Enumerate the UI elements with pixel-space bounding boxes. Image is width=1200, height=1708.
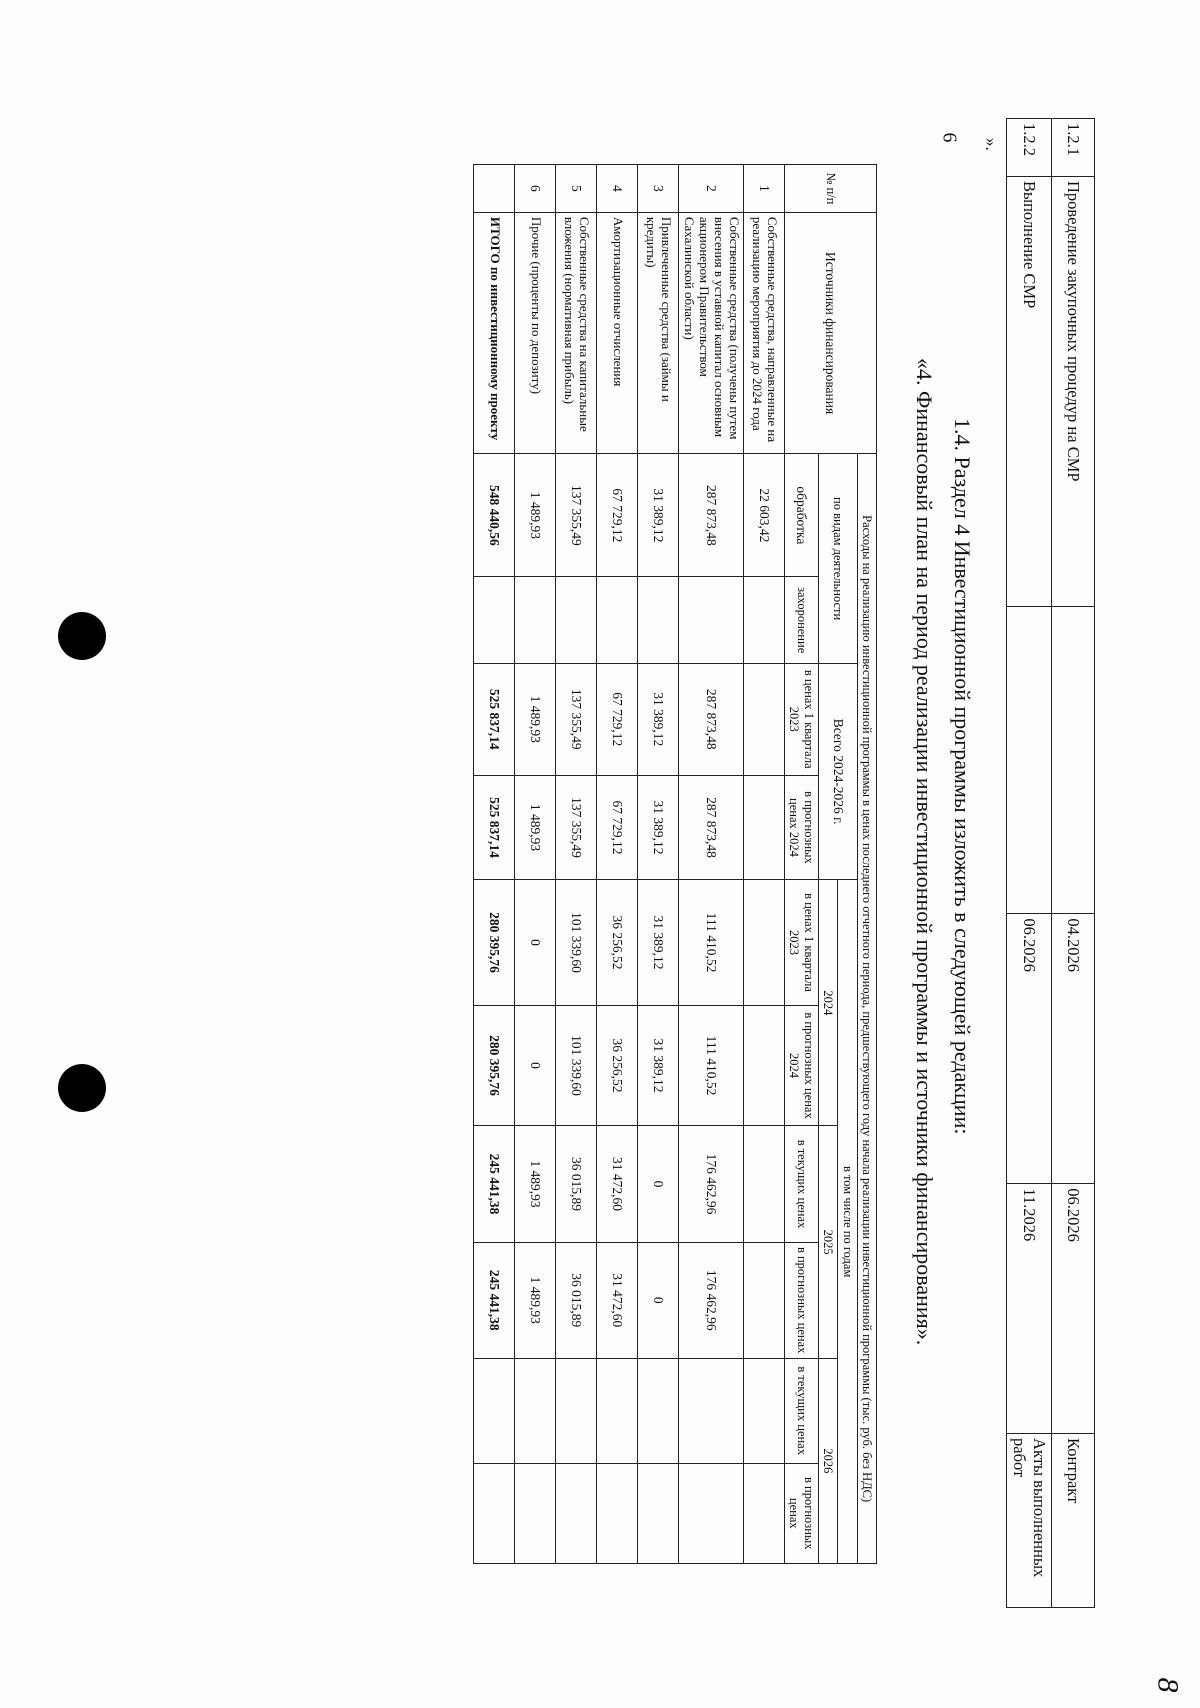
- value-y2024-forecast: 0: [515, 1005, 556, 1126]
- value-y2026-forecast: [597, 1463, 638, 1563]
- header-year-2025: 2025: [818, 1126, 837, 1358]
- table-row: [679, 165, 744, 1564]
- stage-name: Выполнение СМР: [1007, 176, 1052, 606]
- value-y2025-current: 36 015,89: [556, 1126, 597, 1242]
- result-document: Контракт: [1052, 1434, 1095, 1608]
- value-y2026-forecast: [515, 1463, 556, 1563]
- value-y2026-current: [638, 1358, 679, 1463]
- header-2026-forecast: в прогнозных ценах: [785, 1463, 819, 1563]
- value-y2024-forecast: 101 339,60: [556, 1005, 597, 1126]
- punch-hole: [58, 1064, 106, 1112]
- row-number: 1.2.1: [1052, 119, 1095, 177]
- total-number-cell: [474, 165, 515, 213]
- value-total-forecast-2024: 1 489,93: [515, 775, 556, 880]
- table-row: [515, 165, 556, 1564]
- start-date: 04.2026: [1052, 914, 1095, 1184]
- value-y2025-current: 176 462,96: [679, 1126, 744, 1242]
- total-label: ИТОГО по инвестиционному проекту: [474, 212, 515, 454]
- table-row: [744, 165, 785, 1564]
- value-total-forecast-2024: [744, 775, 785, 880]
- value-y2025-forecast: [744, 1242, 785, 1358]
- value-total-q1-2023: 67 729,12: [597, 663, 638, 775]
- header-burial: захоронение: [785, 577, 819, 664]
- page-number: 6: [938, 132, 961, 143]
- value-y2024-base: 0: [515, 880, 556, 1005]
- funding-source: Собственные средства (получены путем внесения в уставной капитал основным акционером Правительством Сахалинской области): [679, 212, 744, 454]
- value-y2026-forecast: [556, 1463, 597, 1563]
- financial-plan-table: [473, 164, 877, 1564]
- header-2024-base: в ценах 1 квартала 2023: [785, 880, 819, 1005]
- total-y2025-current: 245 441,38: [474, 1126, 515, 1242]
- header-year-2026: 2026: [818, 1358, 837, 1563]
- funding-source: Амортизационные отчисления: [597, 212, 638, 454]
- end-date: 11.2026: [1007, 1184, 1052, 1434]
- closing-quote: ».: [982, 138, 1001, 151]
- table-row: [556, 165, 597, 1564]
- row-number: 6: [515, 165, 556, 213]
- value-processing: 1 489,93: [515, 454, 556, 577]
- value-total-forecast-2024: 137 355,49: [556, 775, 597, 880]
- punch-hole: [58, 612, 106, 660]
- end-date: 06.2026: [1052, 1184, 1095, 1434]
- empty-cell: [1052, 606, 1095, 914]
- header-forecast-2024: в прогнозных ценах 2024: [785, 775, 819, 880]
- total-y2024-base: 280 395,76: [474, 880, 515, 1005]
- rotated-page-content: [115, 118, 1095, 1618]
- value-burial: [744, 577, 785, 664]
- header-expenses: Расходы на реализацию инвестиционной программы в ценах последнего отчетного периода, предшествующего году начала реализации инвестиционной программы (тыс. руб. без НДС): [857, 454, 876, 1564]
- row-number: 2: [679, 165, 744, 213]
- value-y2025-current: [744, 1126, 785, 1242]
- value-y2025-forecast: 0: [638, 1242, 679, 1358]
- empty-cell: [1007, 606, 1052, 914]
- result-document: Акты выполненных работ: [1007, 1434, 1052, 1608]
- total-processing: 548 440,56: [474, 454, 515, 577]
- row-number: 1: [744, 165, 785, 213]
- row-number: 5: [556, 165, 597, 213]
- value-y2025-forecast: 36 015,89: [556, 1242, 597, 1358]
- value-total-forecast-2024: 67 729,12: [597, 775, 638, 880]
- value-total-forecast-2024: 287 873,48: [679, 775, 744, 880]
- total-y2026-current: [474, 1358, 515, 1463]
- value-total-q1-2023: 31 389,12: [638, 663, 679, 775]
- table-row: [638, 165, 679, 1564]
- value-y2025-forecast: 176 462,96: [679, 1242, 744, 1358]
- value-total-forecast-2024: 31 389,12: [638, 775, 679, 880]
- table-row: [1007, 119, 1052, 1608]
- total-burial: [474, 577, 515, 664]
- table-row: [597, 165, 638, 1564]
- value-burial: [679, 577, 744, 664]
- value-y2025-current: 1 489,93: [515, 1126, 556, 1242]
- start-date: 06.2026: [1007, 914, 1052, 1184]
- value-y2024-base: 31 389,12: [638, 880, 679, 1005]
- value-y2024-forecast: 36 256,52: [597, 1005, 638, 1126]
- value-total-q1-2023: 287 873,48: [679, 663, 744, 775]
- value-y2024-forecast: 111 410,52: [679, 1005, 744, 1126]
- value-y2024-forecast: [744, 1005, 785, 1126]
- handwritten-page-mark: 8: [1151, 1677, 1185, 1693]
- section-heading: 1.4. Раздел 4 Инвестиционной программы изложить в следующей редакции:: [950, 418, 975, 1135]
- value-processing: 137 355,49: [556, 454, 597, 577]
- value-y2025-current: 31 472,60: [597, 1126, 638, 1242]
- header-total-period: Всего 2024-2026 г.: [818, 663, 857, 879]
- value-processing: 287 873,48: [679, 454, 744, 577]
- value-y2025-current: 0: [638, 1126, 679, 1242]
- value-total-q1-2023: [744, 663, 785, 775]
- value-y2026-current: [556, 1358, 597, 1463]
- row-number: 3: [638, 165, 679, 213]
- row-number: 1.2.2: [1007, 119, 1052, 177]
- header-processing: обработка: [785, 454, 819, 577]
- value-processing: 67 729,12: [597, 454, 638, 577]
- row-number: 4: [597, 165, 638, 213]
- total-row: [474, 165, 515, 1564]
- value-processing: 22 603,42: [744, 454, 785, 577]
- header-year-2024: 2024: [818, 880, 837, 1126]
- schedule-table-fragment: [1006, 118, 1095, 1608]
- table-row: [1052, 119, 1095, 1608]
- total-y2026-forecast: [474, 1463, 515, 1563]
- total-total-forecast-2024: 525 837,14: [474, 775, 515, 880]
- value-y2026-current: [515, 1358, 556, 1463]
- value-y2024-base: 101 339,60: [556, 880, 597, 1005]
- funding-source: Собственные средства, направленные на реализацию мероприятия до 2024 года: [744, 212, 785, 454]
- value-y2026-current: [597, 1358, 638, 1463]
- section-subheading: «4. Финансовый план на период реализации инвестиционной программы и источники финансирования».: [912, 358, 937, 1346]
- value-y2025-forecast: 31 472,60: [597, 1242, 638, 1358]
- value-y2024-base: [744, 880, 785, 1005]
- header-source: Источники финансирования: [785, 212, 877, 454]
- funding-source: Прочие (проценты по депозиту): [515, 212, 556, 454]
- total-y2024-forecast: 280 395,76: [474, 1005, 515, 1126]
- value-burial: [597, 577, 638, 664]
- header-by-type: по видам деятельности: [818, 454, 857, 664]
- value-y2024-forecast: 31 389,12: [638, 1005, 679, 1126]
- header-2025-current: в текущих ценах: [785, 1126, 819, 1242]
- funding-source: Привлеченные средства (займы и кредиты): [638, 212, 679, 454]
- value-y2026-forecast: [744, 1463, 785, 1563]
- value-y2026-current: [679, 1358, 744, 1463]
- stage-name: Проведение закупочных процедур на СМР: [1052, 176, 1095, 606]
- value-burial: [515, 577, 556, 664]
- header-number: № п/п: [785, 165, 877, 213]
- header-2025-forecast: в прогнозных ценах: [785, 1242, 819, 1358]
- value-y2026-forecast: [638, 1463, 679, 1563]
- value-burial: [638, 577, 679, 664]
- value-y2024-base: 111 410,52: [679, 880, 744, 1005]
- value-total-q1-2023: 137 355,49: [556, 663, 597, 775]
- header-2026-current: в текущих ценах: [785, 1358, 819, 1463]
- value-processing: 31 389,12: [638, 454, 679, 577]
- total-y2025-forecast: 245 441,38: [474, 1242, 515, 1358]
- header-2024-forecast: в прогнозных ценах 2024: [785, 1005, 819, 1126]
- value-burial: [556, 577, 597, 664]
- header-prices-q1-2023: в ценах 1 квартала 2023: [785, 663, 819, 775]
- value-total-q1-2023: 1 489,93: [515, 663, 556, 775]
- header-by-years: в том числе по годам: [838, 880, 857, 1564]
- total-total-q1-2023: 525 837,14: [474, 663, 515, 775]
- value-y2026-forecast: [679, 1463, 744, 1563]
- value-y2024-base: 36 256,52: [597, 880, 638, 1005]
- funding-source: Собственные средства на капитальные вложения (нормативная прибыль): [556, 212, 597, 454]
- value-y2026-current: [744, 1358, 785, 1463]
- value-y2025-forecast: 1 489,93: [515, 1242, 556, 1358]
